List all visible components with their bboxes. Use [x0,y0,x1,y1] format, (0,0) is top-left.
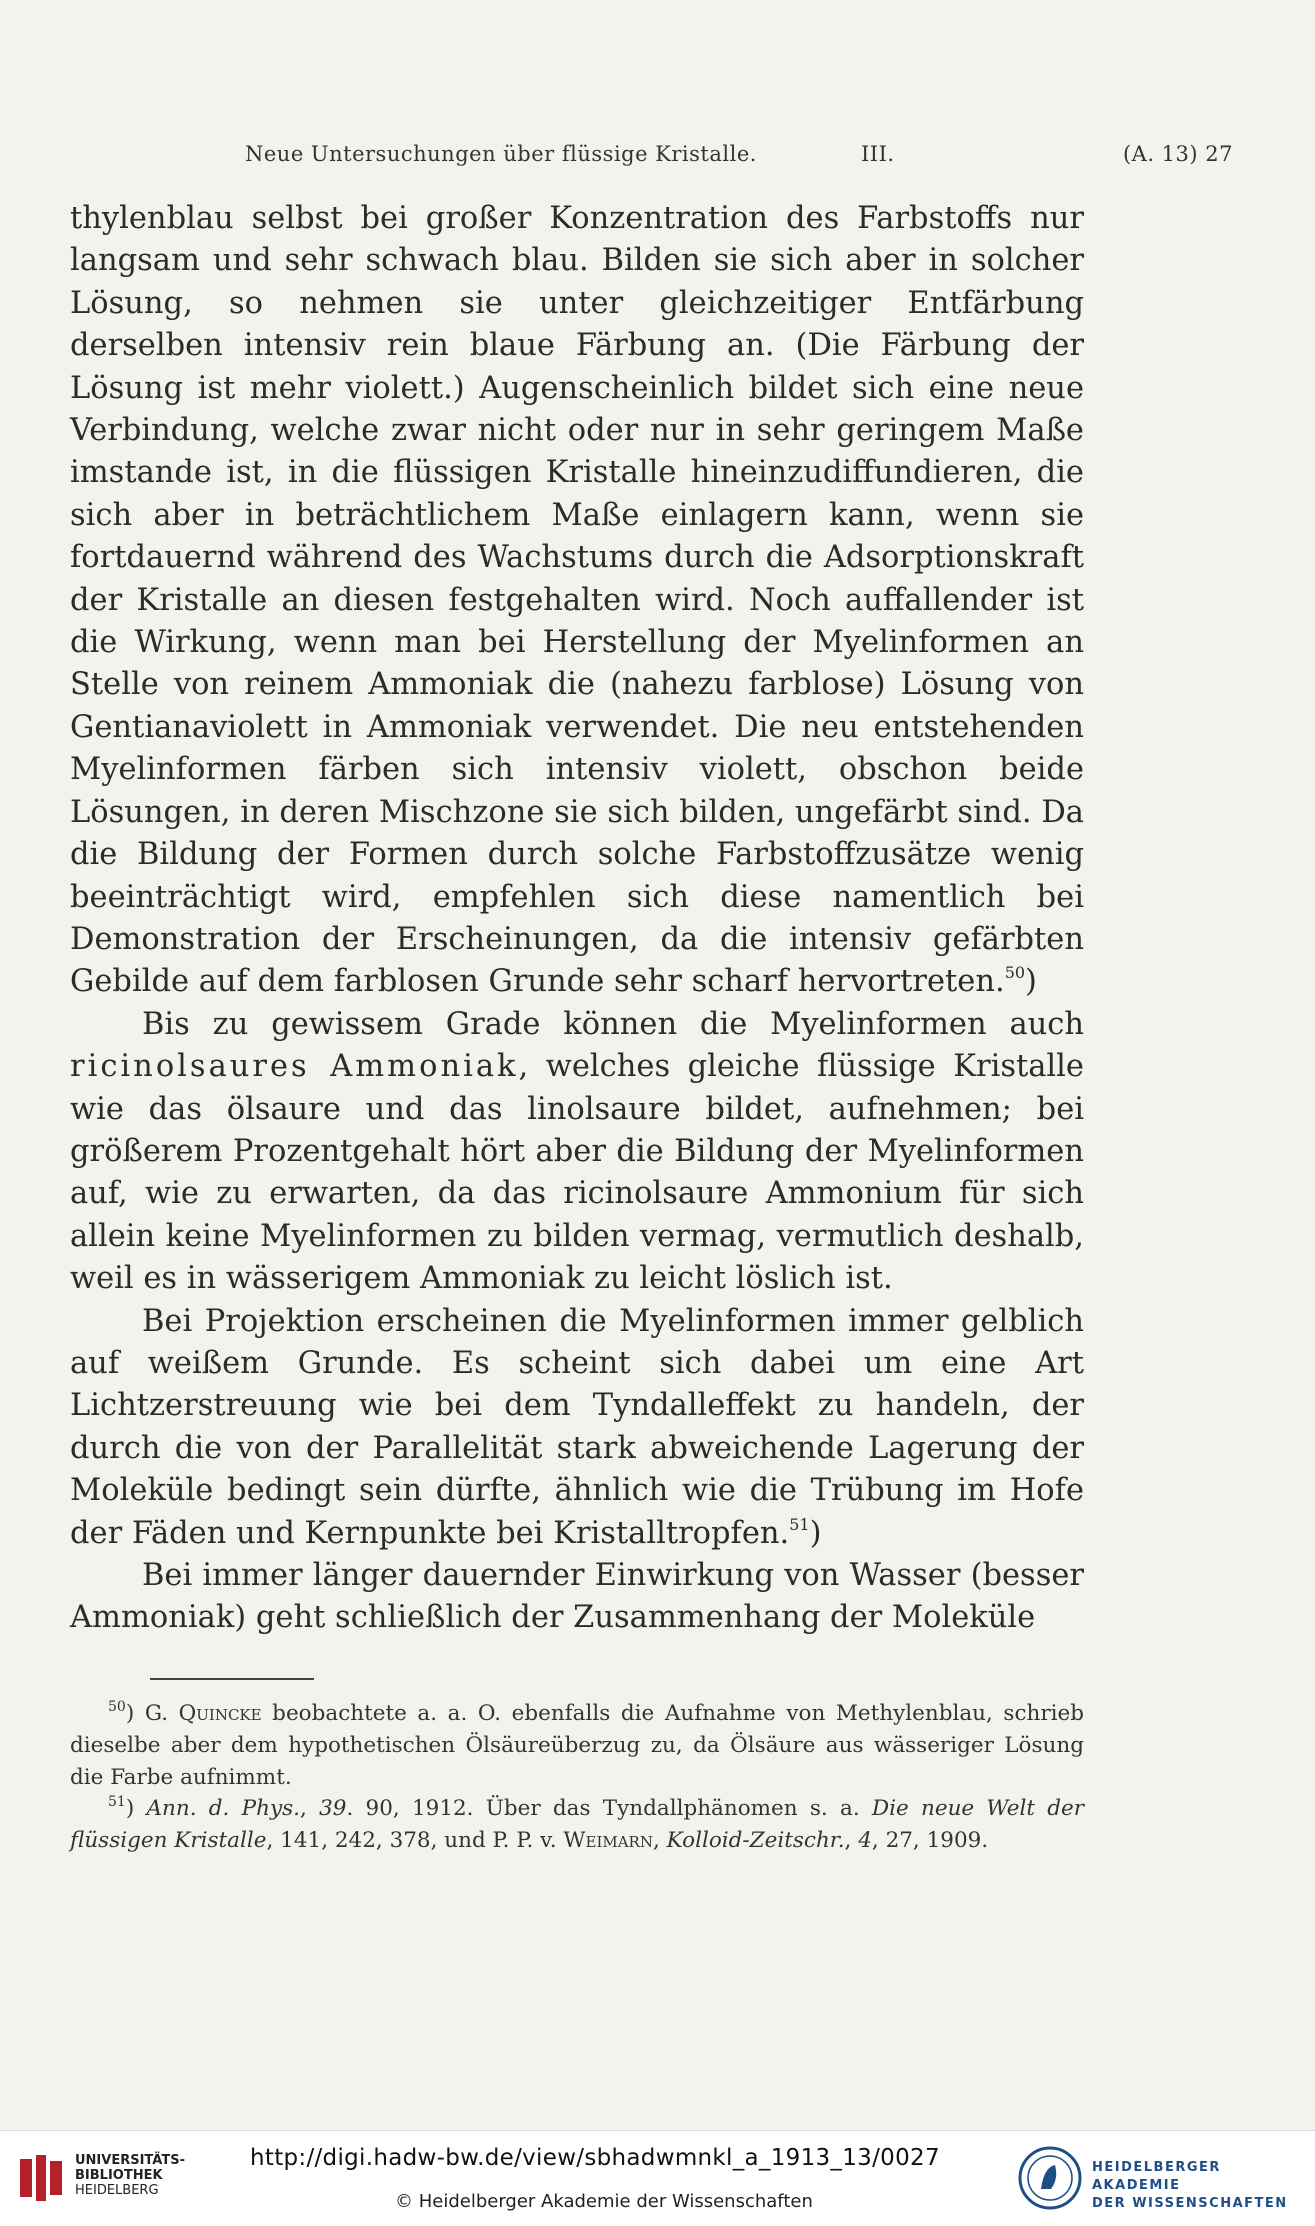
footnote-text: ) [125,1796,147,1822]
body-text [70,198,1084,1640]
footnote-51 [70,1793,1084,1857]
footnote-text: , [299,1796,320,1822]
footnote-text: , 27, 1909. [871,1828,989,1854]
footnote-text: , [652,1828,667,1854]
footnote-number: 50 [108,1699,126,1715]
page-number: (A. 13) 27 [1122,142,1233,166]
paren: ) [1025,964,1037,1000]
footnote-number: 51 [108,1794,126,1811]
footnote-text: , 141, 242, 378, und P. P. v. [266,1828,564,1854]
academy-line: HEIDELBERGER AKADEMIE [1092,2160,1221,2193]
paragraph-3-text: Bei Projektion erscheinen die Myelinformen immer gelblich auf weißem Grunde. Es scheint sich dabei um eine Art Lichtzerstreuung wie bei dem Tyndalleffekt zu handeln, der durch die von der Parallelität stark abweichende Lagerung der Moleküle bedingt sein dürfte, ähnlich wie die Trübung im Hofe der Fäden und Kernpunkte bei Kristalltropfen. [70,1303,1084,1551]
paragraph-2-text-b: , welches gleiche flüssige Kristalle wie das ölsaure und das linolsaure bildet, aufnehmen; bei größerem Prozentgehalt hört aber die Bildung der Myelinformen auf, wie zu erwarten, da das ricinolsaure Ammonium für sich allein keine Myelinformen zu bilden vermag, vermutlich deshalb, weil es in wässerigem Ammoniak zu leicht löslich ist. [70,1049,1084,1297]
footnote-text: , [844,1828,859,1854]
volume: 39 [319,1796,347,1822]
footnote-text: . 90, 1912. Über das Tyndallphänomen s. a. [346,1796,872,1822]
paragraph-2 [70,1004,1084,1301]
library-line: BIBLIOTHEK [75,2168,163,2183]
academy-name [1092,2159,1315,2213]
library-name [75,2153,185,2198]
library-line: UNIVERSITÄTS- [75,2153,185,2168]
section-number: III. [861,142,895,166]
footnote-rule [150,1678,314,1680]
paragraph-2-text-a: Bis zu gewissem Grade können die Myelinformen auch [142,1006,1084,1042]
footnote-ref-51[interactable]: 51 [789,1514,810,1534]
author-name: G. Quincke [144,1701,262,1726]
copyright-notice: © Heidelberger Akademie der Wissenschaften [395,2191,813,2212]
footnote-text: ) [125,1701,145,1726]
paragraph-3 [70,1301,1084,1555]
paragraph-4: Bei immer länger dauernder Einwirkung von Wasser (besser Ammoniak) geht schließlich der Zusammenhang der Moleküle [70,1558,1084,1636]
paragraph-1 [70,198,1084,1004]
academy-line: DER WISSENSCHAFTEN [1092,2196,1288,2211]
paragraph-1-text: thylenblau selbst bei großer Konzentration des Farbstoffs nur langsam und sehr schwach blau. Bilden sie sich aber in solcher Lösung, so nehmen sie unter gleichzeitiger Entfärbung derselben intensiv rein blaue Färbung an. (Die Färbung der Lösung ist mehr violett.) Augenscheinlich bildet sich eine neue Verbindung, welche zwar nicht oder nur in sehr geringem Maße imstande ist, in die flüssigen Kristalle hineinzudiffundieren, die sich aber in beträchtlichem Maße einlagern kann, wenn sie fortdauernd während des Wachstums durch die Adsorptionskraft der Kristalle an diesen festgehalten wird. Noch auffallender ist die Wirkung, wenn man bei Herstellung der Myelinformen an Stelle von reinem Ammoniak die (nahezu farblose) Lösung von Gentianaviolett in Ammoniak verwendet. Die neu entstehenden Myelinformen färben sich intensiv violett, obschon beide Lösungen, in deren Mischzone sie sich bilden, ungefärbt sind. Da die Bildung der Formen durch solche Farbstoffzusätze wenig beeinträchtigt wird, empfehlen sich diese namentlich bei Demonstration der Erscheinungen, da die intensiv gefärbten Gebilde auf dem farblosen Grunde sehr scharf hervortreten. [70,201,1084,1000]
running-title: Neue Untersuchungen über flüssige Kristalle. [245,142,757,166]
book-title: Die neue Welt der flüssigen Kristalle [70,1796,1084,1854]
academy-seal-icon [1017,2145,1083,2211]
journal-title: Ann. d. Phys. [146,1796,300,1822]
emphasis-spaced: ricinolsaures Ammoniak [70,1049,519,1085]
footnote-text: beobachtete a. a. O. ebenfalls die Aufnahme von Methylenblau, schrieb dieselbe aber dem hypothetischen Ölsäureüberzug zu, da Ölsäure aus wässeriger Lösung die Farbe aufnimmt. [70,1701,1084,1790]
paren: ) [809,1515,822,1551]
footnote-ref-50[interactable]: 50 [1004,963,1026,983]
footnotes [70,1698,1084,1857]
volume: 4 [858,1828,872,1854]
library-line: HEIDELBERG [75,2183,159,2198]
journal-title: Kolloid-Zeitschr. [666,1828,845,1854]
permalink-url[interactable]: http://digi.hadw-bw.de/view/sbhadwmnkl_a_1913_13/0027 [250,2145,940,2171]
university-library-logo-icon [12,2149,70,2207]
footnote-50 [70,1698,1084,1793]
author-name: Weimarn [563,1828,653,1854]
digitization-footer [0,2130,1315,2226]
